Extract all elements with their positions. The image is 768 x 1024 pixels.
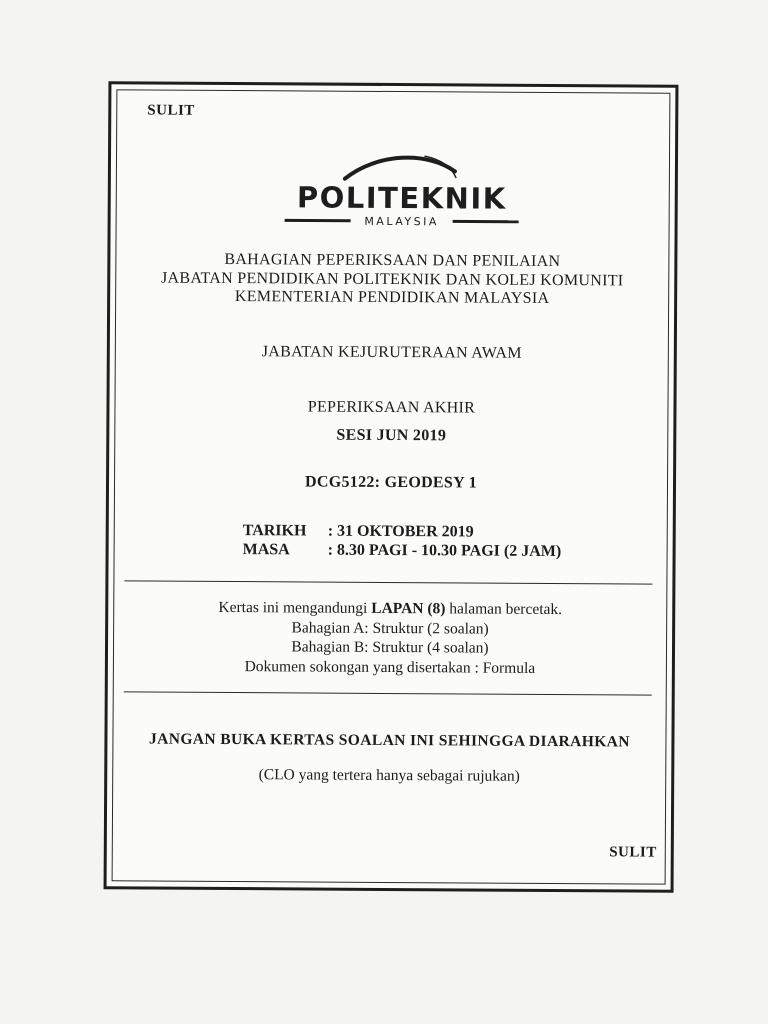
section-a-info: Bahagian A: Struktur (2 soalan) bbox=[291, 618, 489, 638]
agency-line: JABATAN PENDIDIKAN POLITEKNIK DAN KOLEJ KOMUNITI bbox=[161, 269, 624, 289]
politeknik-logo bbox=[277, 146, 528, 233]
exam-cover-frame bbox=[104, 81, 679, 892]
logo-subtitle: MALAYSIA bbox=[364, 214, 439, 229]
exam-type: PEPERIKSAAN AKHIR bbox=[307, 398, 476, 417]
do-not-open-warning: JANGAN BUKA KERTAS SOALAN INI SEHINGGA DIARAHKAN bbox=[148, 730, 630, 751]
time-label: MASA bbox=[242, 541, 290, 559]
supporting-documents: Dokumen sokongan yang disertakan : Formula bbox=[244, 657, 536, 677]
page-count: LAPAN (8) bbox=[371, 599, 446, 618]
date-row bbox=[243, 521, 562, 542]
page-count-suffix: halaman bercetak. bbox=[445, 600, 563, 619]
divider-top bbox=[124, 580, 652, 584]
date-label: TARIKH bbox=[242, 522, 307, 540]
divider-bottom bbox=[124, 691, 652, 695]
logo-wordmark: POLITEKNIK bbox=[296, 180, 507, 216]
issuing-agency bbox=[116, 250, 668, 309]
exam-schedule bbox=[243, 521, 562, 561]
time-row bbox=[243, 540, 562, 561]
exam-cover-inner-border bbox=[112, 89, 671, 884]
exam-session: SESI JUN 2019 bbox=[336, 426, 447, 445]
department-name: JABATAN KEJURUTERAAN AWAM bbox=[261, 343, 522, 362]
classification-bottom: SULIT bbox=[609, 844, 657, 861]
date-value: : 31 OKTOBER 2019 bbox=[327, 522, 474, 541]
section-b-info: Bahagian B: Struktur (4 soalan) bbox=[291, 638, 489, 657]
page-count-prefix: Kertas ini mengandungi bbox=[218, 598, 372, 617]
course-code-title: DCG5122: GEODESY 1 bbox=[305, 473, 478, 492]
clo-reference-note: (CLO yang tertera hanya sebagai rujukan) bbox=[258, 766, 520, 785]
agency-line: KEMENTERIAN PENDIDIKAN MALAYSIA bbox=[234, 288, 550, 307]
agency-line: BAHAGIAN PEPERIKSAAN DAN PENILAIAN bbox=[224, 250, 561, 271]
paper-info bbox=[114, 597, 666, 678]
time-value: : 8.30 PAGI - 10.30 PAGI (2 JAM) bbox=[327, 541, 562, 561]
classification-top: SULIT bbox=[147, 102, 195, 119]
